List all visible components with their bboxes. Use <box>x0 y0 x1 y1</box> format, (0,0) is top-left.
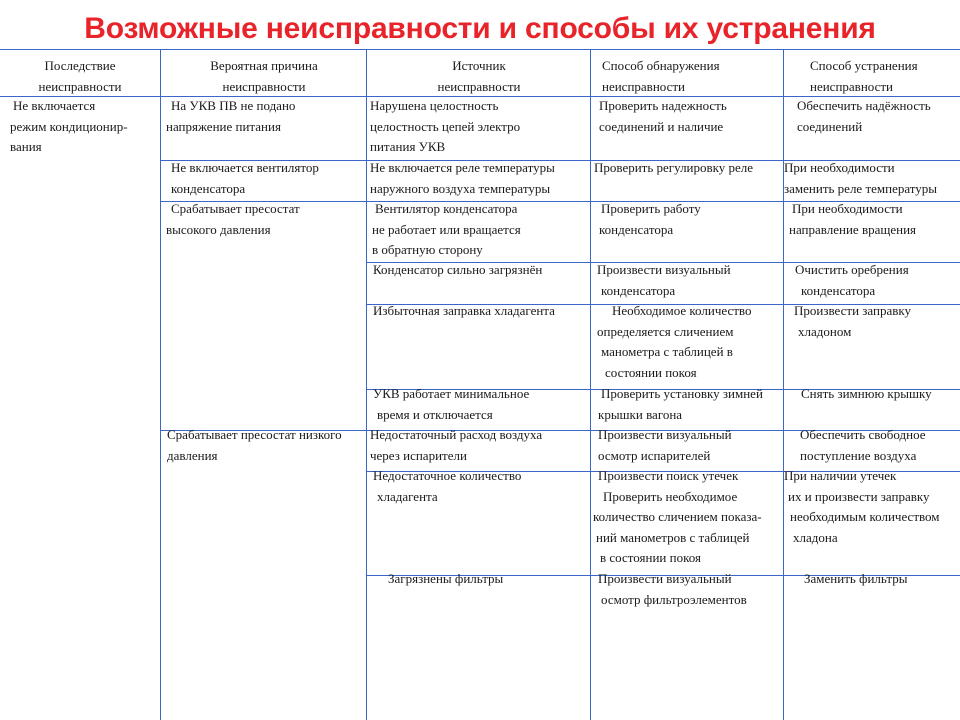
cell-line: Произвести заправку <box>794 303 912 318</box>
cell-cause <box>166 96 295 137</box>
cell-source <box>370 425 542 466</box>
cell-line: Произвести поиск утечек <box>598 468 739 483</box>
cell-line: Срабатывает пресостат <box>171 201 300 216</box>
cell-line: УКВ работает минимальное <box>373 386 530 401</box>
cell-remedy <box>789 199 916 240</box>
cell-source <box>370 96 520 158</box>
cell-line: наружного воздуха температуры <box>370 180 551 196</box>
cell-line: направление вращения <box>789 221 917 237</box>
cell-line: высокого давления <box>166 221 271 237</box>
cell-line: конденсатора <box>171 180 246 196</box>
cell-line: напряжение питания <box>166 118 281 134</box>
cell-detection <box>597 260 731 301</box>
cell-line: Необходимое количество <box>612 303 752 318</box>
header-source <box>368 56 590 97</box>
cell-line: через испарители <box>370 447 467 463</box>
cell-source <box>373 260 542 281</box>
cell-line: конденсатора <box>601 282 676 298</box>
cell-remedy <box>801 384 932 405</box>
cell-source <box>370 199 521 261</box>
header-line: Последствие <box>44 58 116 73</box>
cell-line: целостность цепей электро <box>370 118 521 134</box>
cell-line: Обеспечить надёжность <box>797 98 931 113</box>
cell-cause <box>171 158 319 199</box>
cell-cause <box>167 425 342 466</box>
rule-top <box>0 49 960 50</box>
cell-line: Заменить фильтры <box>804 571 908 586</box>
cell-line: поступление воздуха <box>800 447 917 463</box>
header-line: Источник <box>452 58 506 73</box>
cell-line: давления <box>167 447 218 463</box>
cell-line: осмотр испарителей <box>598 447 711 463</box>
cell-line: Снять зимнюю крышку <box>801 386 932 401</box>
cell-detection <box>593 466 762 569</box>
cell-source <box>373 301 555 322</box>
cell-line: Проверить необходимое <box>603 488 738 504</box>
cell-line: соединений <box>797 118 863 134</box>
cell-detection <box>598 569 747 610</box>
cell-cause <box>166 199 300 240</box>
rule-col4 <box>783 49 784 720</box>
cell-remedy <box>784 158 937 199</box>
cell-line: При необходимости <box>792 201 903 216</box>
header-line: неисправности <box>602 78 686 94</box>
cell-remedy <box>797 96 931 137</box>
cell-line: определяется сличением <box>597 323 734 339</box>
cell-remedy <box>804 569 907 590</box>
cell-line: При необходимости <box>784 160 895 175</box>
cell-line: Не включается вентилятор <box>171 160 319 175</box>
cell-detection <box>599 199 701 240</box>
cell-remedy <box>800 425 926 466</box>
cell-line: режим кондиционир- <box>10 118 128 134</box>
cell-source <box>373 384 529 425</box>
cell-line: время и отключается <box>377 406 493 422</box>
cell-line: Не включается <box>13 98 96 113</box>
cell-source <box>373 466 521 507</box>
rule-col1 <box>160 49 161 720</box>
cell-detection <box>598 384 763 425</box>
cell-line: соединений и наличие <box>599 118 724 134</box>
rule-col3 <box>590 49 591 720</box>
cell-line: Обеспечить свободное <box>800 427 926 442</box>
header-consequence <box>0 56 160 97</box>
cell-consequence <box>10 96 128 158</box>
cell-line: в состоянии покоя <box>600 550 701 565</box>
cell-line: ний манометров с таблицей <box>596 529 750 545</box>
cell-line: Произвести визуальный <box>598 571 732 586</box>
cell-line: питания УКВ <box>370 139 446 154</box>
cell-line: хладагента <box>377 488 438 504</box>
cell-detection <box>594 158 753 179</box>
cell-line: Не включается реле температуры <box>370 160 555 175</box>
cell-line: конденсатора <box>801 282 876 298</box>
cell-line: конденсатора <box>599 221 674 237</box>
cell-line: хладона <box>793 529 838 545</box>
cell-line: Конденсатор сильно загрязнён <box>373 262 543 277</box>
cell-line: необходимым количеством <box>790 509 940 524</box>
cell-source <box>388 569 503 590</box>
cell-detection <box>597 301 751 383</box>
cell-line: Избыточная заправка хладагента <box>373 303 555 318</box>
cell-line: При наличии утечек <box>784 468 897 483</box>
cell-remedy <box>784 466 940 548</box>
header-line: неисправности <box>222 78 306 94</box>
header-line: неисправности <box>437 78 521 94</box>
page-title: Возможные неисправности и способы их устранения <box>84 12 876 45</box>
cell-remedy <box>794 301 911 342</box>
cell-line: манометра с таблицей в <box>601 344 733 359</box>
cell-line: Срабатывает пресостат низкого <box>167 427 342 442</box>
cell-line: Недостаточное количество <box>373 468 522 483</box>
cell-line: Проверить установку зимней <box>601 386 763 401</box>
cell-line: в обратную сторону <box>372 242 483 257</box>
header-detection <box>602 56 720 97</box>
cell-line: Произвести визуальный <box>597 262 731 277</box>
cell-line: хладоном <box>798 323 852 339</box>
cell-remedy <box>795 260 909 301</box>
cell-line: их и произвести заправку <box>788 488 930 504</box>
cell-line: На УКВ ПВ не подано <box>171 98 296 113</box>
cell-line: Очистить оребрения <box>795 262 909 277</box>
cell-line: количество сличением показа- <box>593 509 762 524</box>
rule-col2 <box>366 49 367 720</box>
cell-line: Проверить регулировку реле <box>594 160 754 175</box>
cell-line: Недостаточный расход воздуха <box>370 427 543 442</box>
cell-detection <box>599 96 727 137</box>
header-cause <box>162 56 366 97</box>
cell-line: Произвести визуальный <box>598 427 732 442</box>
cell-line: Вентилятор конденсатора <box>375 201 518 216</box>
header-line: Способ обнаружения <box>602 58 720 73</box>
cell-line: заменить реле температуры <box>784 180 938 196</box>
cell-source <box>370 158 555 199</box>
header-remedy <box>810 56 918 97</box>
header-line: неисправности <box>810 78 894 94</box>
cell-line: Нарушена целостность <box>370 98 499 113</box>
cell-line: вания <box>10 139 42 154</box>
header-line: Вероятная причина <box>210 58 318 73</box>
cell-line: состоянии покоя <box>605 364 697 380</box>
cell-line: Загрязнены фильтры <box>388 571 504 586</box>
cell-line: Проверить надежность <box>599 98 727 113</box>
header-line: неисправности <box>38 78 122 94</box>
cell-detection <box>598 425 732 466</box>
cell-line: осмотр фильтроэлементов <box>601 591 747 607</box>
cell-line: крышки вагона <box>598 406 683 422</box>
cell-line: не работает или вращается <box>372 221 521 237</box>
cell-line: Проверить работу <box>601 201 701 216</box>
header-line: Способ устранения <box>810 58 918 73</box>
